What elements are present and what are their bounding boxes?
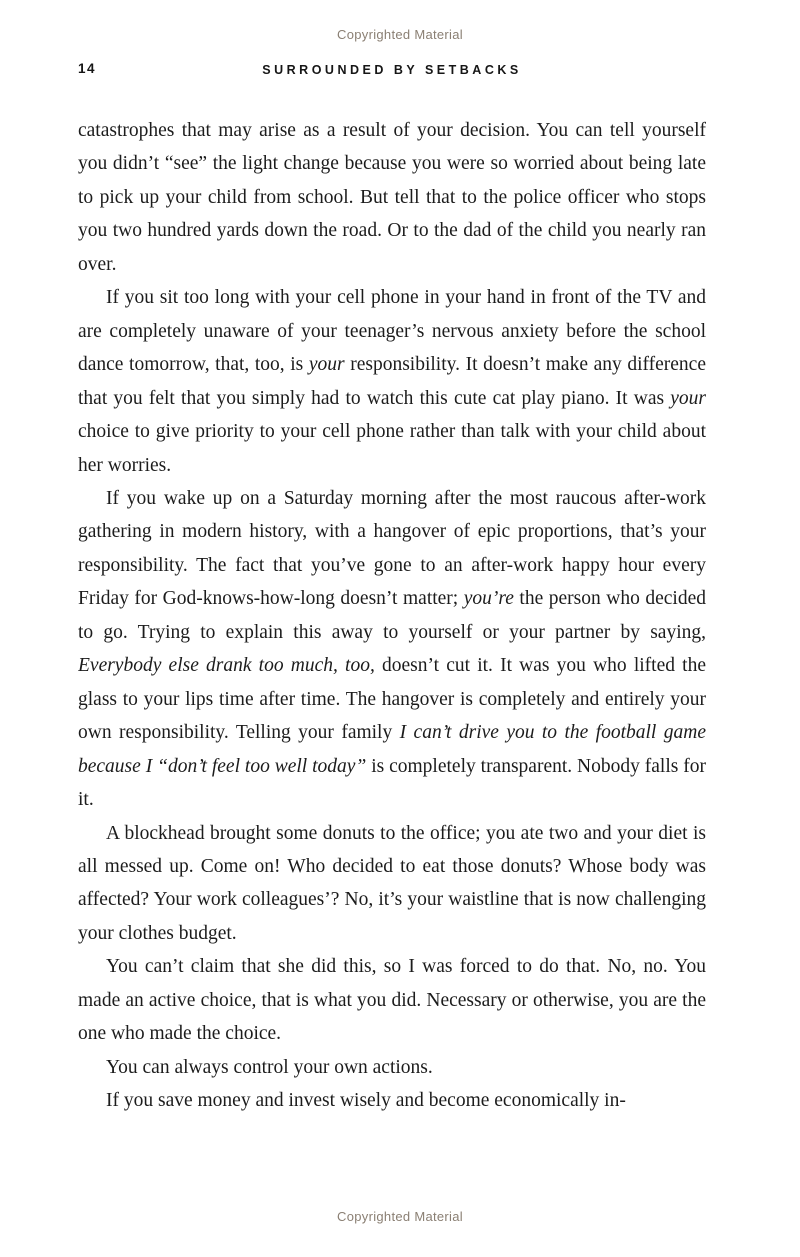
italic-text-run: I can’t drive you to the football game because I “don’t feel too well today” bbox=[78, 722, 706, 777]
italic-text-run: Everybody else drank too much, too, bbox=[78, 655, 375, 677]
paragraph bbox=[78, 281, 706, 482]
copyright-notice-bottom: Copyrighted Material bbox=[337, 1209, 463, 1224]
text-run: is completely transparent. Nobody falls for it. bbox=[78, 755, 706, 811]
text-run: catastrophes that may arise as a result of your decision. You can tell yourself you didn’t “see” the light change because you were so worried about being late to pick up your child from school. But tell that to the police officer who stops you two hundred yards down the road. Or to the dad of the child you nearly ran over. bbox=[78, 120, 706, 275]
text-run: You can always control your own actions. bbox=[106, 1056, 433, 1078]
paragraph bbox=[78, 1084, 706, 1117]
text-run: A blockhead brought some donuts to the office; you ate two and your diet is all messed up. Come on! Who decided to eat those donuts? Whose body was affected? Your work colleagues’? No, it’s your waistline that is now challenging your clothes budget. bbox=[78, 822, 706, 944]
paragraph bbox=[78, 817, 706, 951]
text-run: You can’t claim that she did this, so I was forced to do that. No, no. You made an active choice, that is what you did. Necessary or otherwise, you are the one who made the choice. bbox=[78, 956, 706, 1045]
text-run: responsibility. It doesn’t make any difference that you felt that you simply had to watch this cute cat play piano. It was bbox=[78, 354, 706, 409]
running-header bbox=[78, 61, 706, 79]
italic-text-run: you’re bbox=[463, 588, 514, 610]
copyright-notice-top: Copyrighted Material bbox=[337, 27, 463, 42]
paragraph bbox=[78, 482, 706, 817]
text-run: If you sit too long with your cell phone in your hand in front of the TV and are completely unaware of your teenager’s nervous anxiety before the school dance tomorrow, that, too, is bbox=[78, 287, 706, 376]
text-run: doesn’t cut it. It was you who lifted the glass to your lips time after time. The hangover is completely and entirely your own responsibility. Telling your family bbox=[78, 655, 706, 744]
text-run: the person who decided to go. Trying to explain this away to yourself or your partner by saying, bbox=[78, 588, 706, 643]
running-header-title: SURROUNDED BY SETBACKS bbox=[262, 63, 522, 77]
italic-text-run: your bbox=[670, 387, 706, 409]
paragraph bbox=[78, 1051, 706, 1084]
text-run: choice to give priority to your cell phone rather than talk with your child about her worries. bbox=[78, 421, 706, 476]
paragraph bbox=[78, 950, 706, 1050]
text-run: If you wake up on a Saturday morning after the most raucous after-work gathering in modern history, with a hangover of epic proportions, that’s your responsibility. The fact that you’ve gone to an after-work happy hour every Friday for God-knows-how-long doesn’t matter; bbox=[78, 487, 706, 610]
paragraph bbox=[78, 114, 706, 281]
italic-text-run: your bbox=[308, 354, 345, 376]
page-number: 14 bbox=[78, 61, 97, 76]
text-run: If you save money and invest wisely and become economically in- bbox=[106, 1090, 626, 1112]
body-text bbox=[78, 114, 706, 1202]
